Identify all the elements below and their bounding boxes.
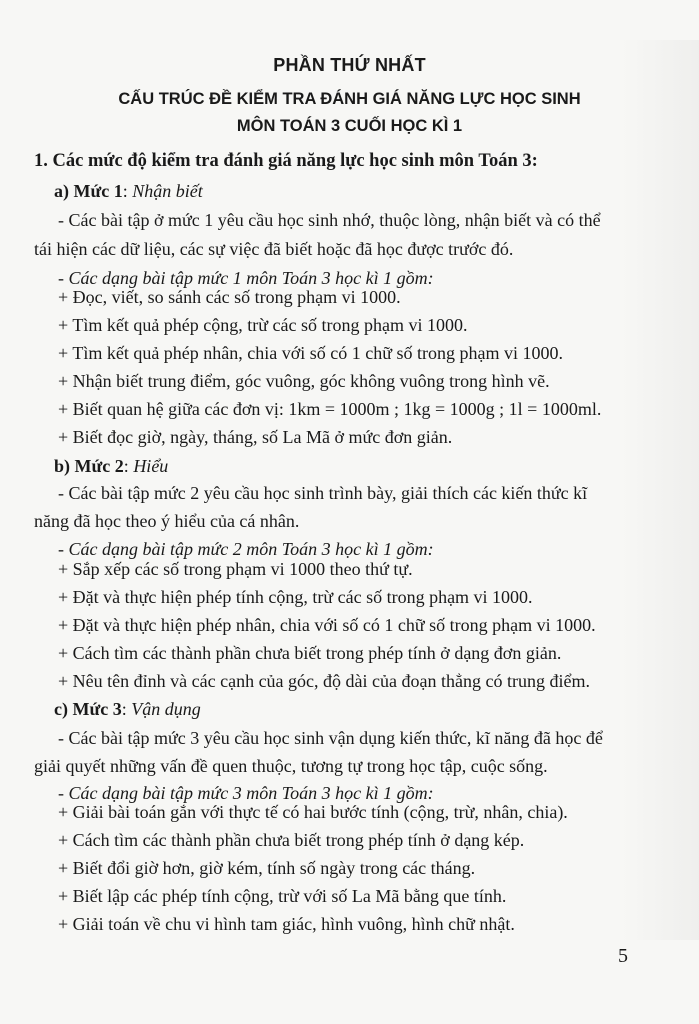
heading-line-1: CẤU TRÚC ĐỀ KIỂM TRA ĐÁNH GIÁ NĂNG LỰC HỌC SINH <box>118 90 581 108</box>
page-number: 5 <box>618 945 628 967</box>
level-b-item: + Nêu tên đỉnh và các cạnh của góc, độ dài của đoạn thẳng có trung điểm. <box>58 671 590 691</box>
level-a-item: + Biết quan hệ giữa các đơn vị: 1km = 1000m ; 1kg = 1000g ; 1l = 1000ml. <box>58 399 602 419</box>
level-b-label: b) Mức 2 <box>54 456 124 476</box>
level-a-item: + Tìm kết quả phép nhân, chia với số có 1 chữ số trong phạm vi 1000. <box>58 343 564 363</box>
level-a-label: a) Mức 1 <box>54 181 123 201</box>
level-a-item: + Nhận biết trung điểm, góc vuông, góc không vuông trong hình vẽ. <box>58 371 550 391</box>
level-a-item: + Biết đọc giờ, ngày, tháng, số La Mã ở mức đơn giản. <box>58 427 453 447</box>
level-b-name: Hiểu <box>133 456 169 476</box>
heading-line-2: MÔN TOÁN 3 CUỐI HỌC KÌ 1 <box>236 117 463 135</box>
bleed-through-shadow <box>622 40 699 940</box>
level-b-item: + Sắp xếp các số trong phạm vi 1000 theo thứ tự. <box>58 559 413 579</box>
level-c-item: + Giải bài toán gắn với thực tế có hai bước tính (cộng, trừ, nhân, chia). <box>58 802 568 822</box>
part-title: PHẦN THỨ NHẤT <box>273 55 426 75</box>
level-a-desc-1: - Các bài tập ở mức 1 yêu cầu học sinh nhớ, thuộc lòng, nhận biết và có thể <box>58 210 601 230</box>
level-b-desc-2: năng đã học theo ý hiểu của cá nhân. <box>34 511 300 531</box>
level-c-types: - Các dạng bài tập mức 3 môn Toán 3 học kì 1 gồm: <box>58 783 434 803</box>
level-c-item: + Biết đổi giờ hơn, giờ kém, tính số ngày trong các tháng. <box>58 858 476 878</box>
level-c-label: c) Mức 3 <box>54 699 122 719</box>
level-c-desc-1: - Các bài tập mức 3 yêu cầu học sinh vận dụng kiến thức, kĩ năng đã học để <box>58 728 603 748</box>
level-a-name: Nhận biết <box>132 181 203 201</box>
level-c-item: + Biết lập các phép tính cộng, trừ với số La Mã bằng que tính. <box>58 886 507 906</box>
level-a-item: + Đọc, viết, so sánh các số trong phạm vi 1000. <box>58 287 401 307</box>
level-b-heading: b) Mức 2: Hiểu <box>54 456 169 476</box>
section-1-title: 1. Các mức độ kiểm tra đánh giá năng lực học sinh môn Toán 3: <box>34 151 538 171</box>
level-a-heading: a) Mức 1: Nhận biết <box>54 181 203 201</box>
level-c-item: + Giải toán về chu vi hình tam giác, hình vuông, hình chữ nhật. <box>58 914 515 934</box>
level-b-types: - Các dạng bài tập mức 2 môn Toán 3 học kì 1 gồm: <box>58 539 434 559</box>
level-c-name: Vận dụng <box>131 699 201 719</box>
level-c-desc-2: giải quyết những vấn đề quen thuộc, tương tự trong học tập, cuộc sống. <box>34 756 548 776</box>
level-a-types: - Các dạng bài tập mức 1 môn Toán 3 học kì 1 gồm: <box>58 268 434 288</box>
level-c-item: + Cách tìm các thành phần chưa biết trong phép tính ở dạng kép. <box>58 830 525 850</box>
level-b-item: + Cách tìm các thành phần chưa biết trong phép tính ở dạng đơn giản. <box>58 643 562 663</box>
level-b-item: + Đặt và thực hiện phép tính cộng, trừ các số trong phạm vi 1000. <box>58 587 533 607</box>
level-b-desc-1: - Các bài tập mức 2 yêu cầu học sinh trình bày, giải thích các kiến thức kĩ <box>58 483 588 503</box>
level-c-heading: c) Mức 3: Vận dụng <box>54 699 201 719</box>
level-b-item: + Đặt và thực hiện phép nhân, chia với số có 1 chữ số trong phạm vi 1000. <box>58 615 596 635</box>
level-a-desc-2: tái hiện các dữ liệu, các sự việc đã biết hoặc đã học được trước đó. <box>34 239 514 259</box>
level-a-item: + Tìm kết quả phép cộng, trừ các số trong phạm vi 1000. <box>58 315 468 335</box>
